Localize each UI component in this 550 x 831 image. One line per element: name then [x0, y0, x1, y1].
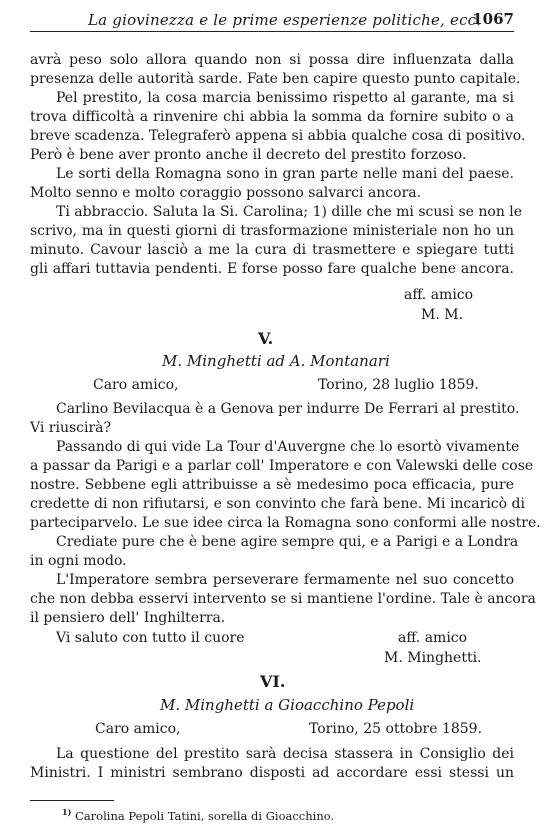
- running-header: [30, 9, 514, 32]
- text-line: gli affari tuttavia pendenti. E forse posso fare qualche bene ancora.: [30, 261, 514, 277]
- closing-text: Vi saluto con tutto il cuore: [56, 630, 245, 646]
- letter-continuation: [30, 51, 526, 279]
- footnote-mark: 1): [62, 807, 72, 817]
- letter-body: [30, 400, 541, 628]
- text-line: presenza delle autorità sarde. Fate ben capire questo punto capitale.: [30, 71, 521, 87]
- text-line: il pensiero dell' Inghilterra.: [30, 610, 226, 626]
- signature-name: M. Minghetti.: [384, 650, 482, 666]
- text-line: Pel prestito, la cosa marcia benissimo rispetto al garante, ma si: [56, 90, 514, 106]
- footnote-rule: [30, 800, 114, 801]
- footnote: [62, 807, 334, 823]
- text-line: in ogni modo.: [30, 553, 127, 569]
- page-number: 1067: [472, 10, 514, 28]
- text-line: Carlino Bevilacqua è a Genova per indurre De Ferrari al prestito.: [56, 401, 520, 417]
- text-line: La questione del prestito sarà decisa stassera in Consiglio dei: [56, 746, 514, 762]
- text-line: credette di non rifiutarsi, e son convinto che farà bene. Mi incaricò di: [30, 496, 525, 512]
- section-number: VI.: [260, 672, 286, 691]
- letter-salutation: Caro amico,: [95, 721, 181, 737]
- letter-heading: M. Minghetti a Gioacchino Pepoli: [160, 696, 415, 714]
- text-line: trova difficoltà a rinvenire chi abbia la somma da fornire subito o a: [30, 109, 514, 125]
- text-line: Vi riuscirà?: [30, 420, 112, 436]
- section-number: V.: [258, 329, 274, 348]
- running-title: La giovinezza e le prime esperienze politiche, ecc.: [88, 11, 482, 29]
- text-line: scrivo, ma in questi giorni di trasformazione ministeriale non ho un: [30, 223, 514, 239]
- text-line: Passando di qui vide La Tour d'Auvergne che lo esortò vivamente: [56, 439, 520, 455]
- signature-closing: aff. amico: [404, 287, 474, 303]
- text-line: breve scadenza. Telegraferò appena si abbia qualche cosa di positivo.: [30, 128, 526, 144]
- text-line: parteciparvelo. Le sue idee circa la Romagna sono conformi alle nostre.: [30, 515, 541, 531]
- text-line: Ti abbraccio. Saluta la Si. Carolina; 1) dille che mi scusi se non le: [56, 204, 523, 220]
- text-line: Molto senno e molto coraggio possono salvarci ancora.: [30, 185, 422, 201]
- text-line: Però è bene aver pronto anche il decreto del prestito forzoso.: [30, 147, 467, 163]
- text-line: avrà peso solo allora quando non si possa dire influenzata dalla: [30, 52, 514, 68]
- text-line: Ministri. I ministri sembrano disposti ad accordare essi stessi un: [30, 765, 514, 781]
- text-line: che non debba esservi intervento se si mantiene l'ordine. Tale è ancora: [30, 591, 536, 607]
- letter-salutation: Caro amico,: [93, 377, 179, 393]
- text-line: Crediate pure che è bene agire sempre qui, e a Parigi e a Londra: [56, 534, 519, 550]
- text-line: nostre. Sebbene egli attribuisse a sè medesimo poca efficacia, pure: [30, 477, 514, 493]
- text-line: minuto. Cavour lasciò a me la cura di trasmettere e spiegare tutti: [30, 242, 514, 258]
- letter-heading: M. Minghetti ad A. Montanari: [162, 352, 390, 370]
- letter-body: [30, 745, 514, 783]
- text-line: a passar da Parigi e a parlar coll' Imperatore e con Valewski delle cose: [30, 458, 534, 474]
- text-line: L'Imperatore sembra perseverare fermamente nel suo concetto: [56, 572, 514, 588]
- signature-name: M. M.: [421, 307, 464, 323]
- letter-date: Torino, 25 ottobre 1859.: [309, 721, 483, 737]
- footnote-text: Carolina Pepoli Tatini, sorella di Gioacchino.: [75, 808, 335, 823]
- signature-closing: aff. amico: [398, 630, 468, 646]
- text-line: Le sorti della Romagna sono in gran parte nelle mani del paese.: [56, 166, 514, 182]
- letter-date: Torino, 28 luglio 1859.: [318, 377, 479, 393]
